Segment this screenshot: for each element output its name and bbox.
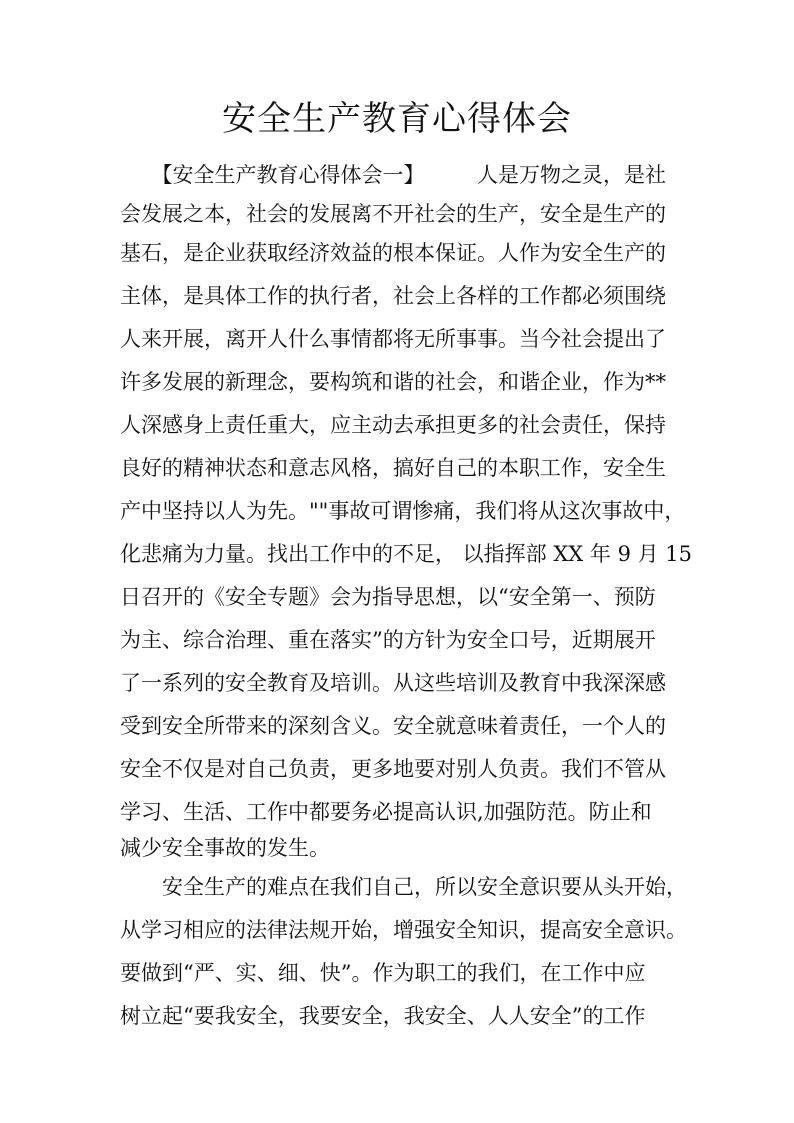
body-line: 安全生产的难点在我们自己，所以安全意识要从头开始， (120, 875, 687, 899)
body-line: 主体，是具体工作的执行者，社会上各样的工作都必须围绕 (120, 284, 666, 308)
body-line: 许多发展的新理念，要构筑和谐的社会，和谐企业，作为** (120, 370, 666, 394)
body-line: 化悲痛为力量。找出工作中的不足， 以指挥部 XX 年 9 月 15 (120, 542, 693, 566)
body-line: 学习、生活、工作中都要务必提高认识,加强防范。防止和 (120, 800, 652, 824)
body-line: 人深感身上责任重大，应主动去承担更多的社会责任，保持 (120, 413, 666, 437)
body-line: 会发展之本，社会的发展离不开社会的生产，安全是生产的 (120, 202, 666, 226)
body-line: 良好的精神状态和意志风格，搞好自己的本职工作，安全生 (120, 456, 666, 480)
body-line: 受到安全所带来的深刻含义。安全就意味着责任，一个人的 (120, 714, 666, 738)
body-line: 产中坚持以人为先。""事故可谓惨痛，我们将从这次事故中， (120, 499, 686, 523)
body-line: 从学习相应的法律法规开始，增强安全知识，提高安全意识。 (120, 918, 687, 942)
body-line: 要做到“严、实、细、快”。作为职工的我们，在工作中应 (120, 961, 646, 985)
body-line: 减少安全事故的发生。 (120, 836, 330, 860)
body-line: 基石，是企业获取经济效益的根本保证。人作为安全生产的 (120, 241, 666, 265)
body-line: 为主、综合治理、重在落实”的方针为安全口号，近期展开 (120, 628, 656, 652)
body-line: 人来开展，离开人什么事情都将无所事事。当今社会提出了 (120, 327, 666, 351)
body-line: 了一系列的安全教育及培训。从这些培训及教育中我深深感 (120, 671, 666, 695)
body-line: 日召开的《安全专题》会为指导思想，以“安全第一、预防 (120, 585, 656, 609)
body-line: 树立起“要我安全，我要安全，我安全、人人安全”的工作 (120, 1004, 646, 1028)
body-line: 【安全生产教育心得体会一】 人是万物之灵，是社 (120, 163, 666, 187)
body-line: 安全不仅是对自己负责，更多地要对别人负责。我们不管从 (120, 757, 666, 781)
document-title: 安全生产教育心得体会 (222, 99, 572, 139)
